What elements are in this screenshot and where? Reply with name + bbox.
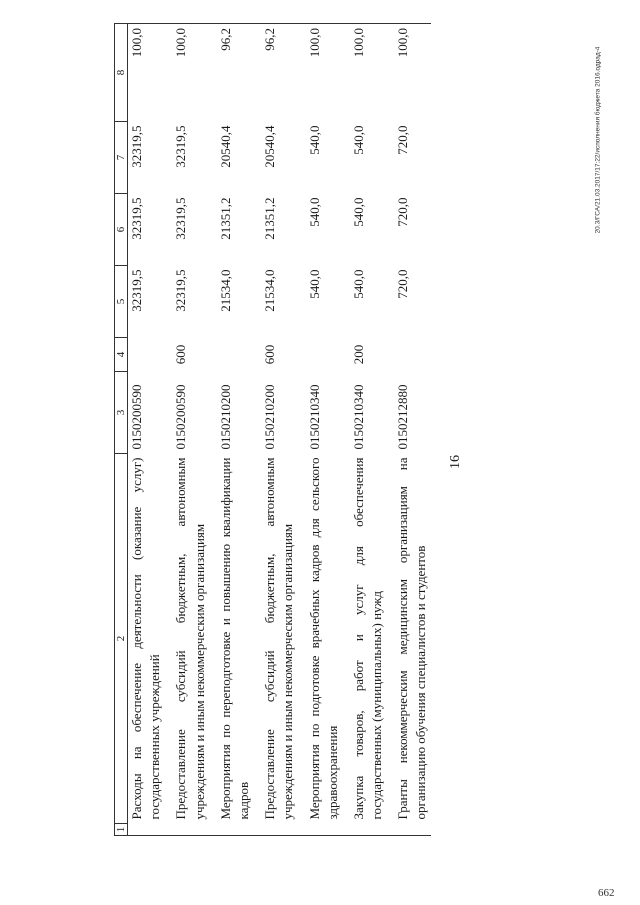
value-col-5: 32319,5	[173, 269, 189, 312]
value-col-5: 21534,0	[217, 269, 233, 312]
value-col-8: 96,2	[217, 24, 253, 122]
column-number-row	[115, 24, 128, 836]
column-number: 8	[115, 24, 128, 122]
row-description: Гранты некоммерческим медицинским организациям на организацию обучения специалистов и студентов	[395, 457, 429, 820]
table-row	[350, 24, 386, 836]
value-col-6: 540,0	[350, 197, 366, 227]
value-col-6: 32319,5	[173, 197, 189, 240]
budget-table	[114, 23, 431, 836]
value-col-5: 540,0	[350, 269, 366, 299]
value-col-8: 100,0	[306, 24, 342, 122]
value-col-8: 100,0	[172, 24, 208, 122]
expense-type: 200	[350, 344, 366, 365]
value-col-8: 100,0	[350, 24, 386, 122]
value-col-7: 540,0	[306, 125, 322, 155]
budget-table-container	[114, 24, 554, 836]
value-col-5: 720,0	[395, 269, 411, 299]
table-row	[217, 24, 253, 836]
value-col-8: 100,0	[128, 24, 165, 122]
page-number: 16	[448, 455, 463, 469]
value-col-5: 21534,0	[262, 269, 278, 312]
row-spacer	[209, 24, 217, 836]
row-description: Мероприятия по переподготовке и повышению квалификации кадров	[217, 457, 251, 820]
row-spacer	[164, 24, 172, 836]
column-number: 1	[115, 824, 128, 836]
row-number-cell	[261, 824, 297, 836]
bottom-page-number: 662	[598, 887, 615, 899]
expense-type	[128, 338, 165, 372]
row-description: Предоставление субсидий бюджетным, автономным учреждениям и иным некоммерческим организациям	[262, 457, 296, 820]
row-number-cell	[128, 824, 165, 836]
value-col-8: 100,0	[394, 24, 430, 122]
table-row	[128, 24, 165, 836]
row-number-cell	[172, 824, 208, 836]
budget-code: 0150210200	[217, 384, 233, 450]
value-col-8: 96,2	[261, 24, 297, 122]
value-col-6: 21351,2	[217, 197, 233, 240]
value-col-6: 720,0	[395, 197, 411, 227]
budget-code: 0150212880	[395, 384, 411, 450]
table-row	[306, 24, 342, 836]
column-number: 4	[115, 338, 128, 372]
budget-code: 0150210200	[262, 384, 278, 450]
expense-type	[217, 338, 253, 372]
row-spacer	[298, 24, 306, 836]
value-col-5: 540,0	[306, 269, 322, 299]
column-number: 5	[115, 266, 128, 338]
value-col-6: 21351,2	[262, 197, 278, 240]
value-col-6: 540,0	[306, 197, 322, 227]
budget-code: 0150210340	[350, 384, 366, 450]
value-col-5: 32319,5	[129, 269, 144, 312]
budget-code: 0150200590	[129, 384, 144, 450]
value-col-6: 32319,5	[129, 197, 144, 240]
value-col-7: 540,0	[350, 125, 366, 155]
expense-type: 600	[173, 344, 189, 365]
row-description: Закупка товаров, работ и услуг для обеспечения государственных (муниципальных) нужд	[350, 457, 385, 820]
budget-code: 0150200590	[173, 384, 189, 450]
column-number: 3	[115, 372, 128, 454]
column-number: 2	[115, 454, 128, 824]
expense-type	[306, 338, 342, 372]
row-spacer	[253, 24, 261, 836]
value-col-7: 32319,5	[129, 125, 144, 168]
value-col-7: 32319,5	[173, 125, 189, 168]
row-number-cell	[217, 824, 253, 836]
table-row	[172, 24, 208, 836]
row-description: Мероприятия по подготовке врачебных кадров для сельского здравоохранения	[306, 457, 340, 820]
row-spacer	[342, 24, 350, 836]
expense-type	[394, 338, 430, 372]
budget-code: 0150210340	[306, 384, 322, 450]
row-number-cell	[306, 824, 342, 836]
expense-type: 600	[262, 344, 278, 365]
value-col-7: 20540,4	[262, 125, 278, 168]
row-spacer	[386, 24, 394, 836]
value-col-7: 720,0	[395, 125, 411, 155]
row-number-cell	[394, 824, 430, 836]
table-row	[261, 24, 297, 836]
row-description: Расходы на обеспечение деятельности (оказание услуг) государственных учреждений	[129, 457, 163, 820]
column-number: 7	[115, 122, 128, 194]
row-description: Предоставление субсидий бюджетным, автономным учреждениям и иным некоммерческим организациям	[173, 457, 207, 820]
document-path-label: 20.3/ГСА/21.03.2017/17:22/исполнения бюджета 2016.одрад-4	[594, 46, 602, 234]
column-number: 6	[115, 194, 128, 266]
row-number-cell	[350, 824, 386, 836]
value-col-7: 20540,4	[217, 125, 233, 168]
table-row	[394, 24, 430, 836]
